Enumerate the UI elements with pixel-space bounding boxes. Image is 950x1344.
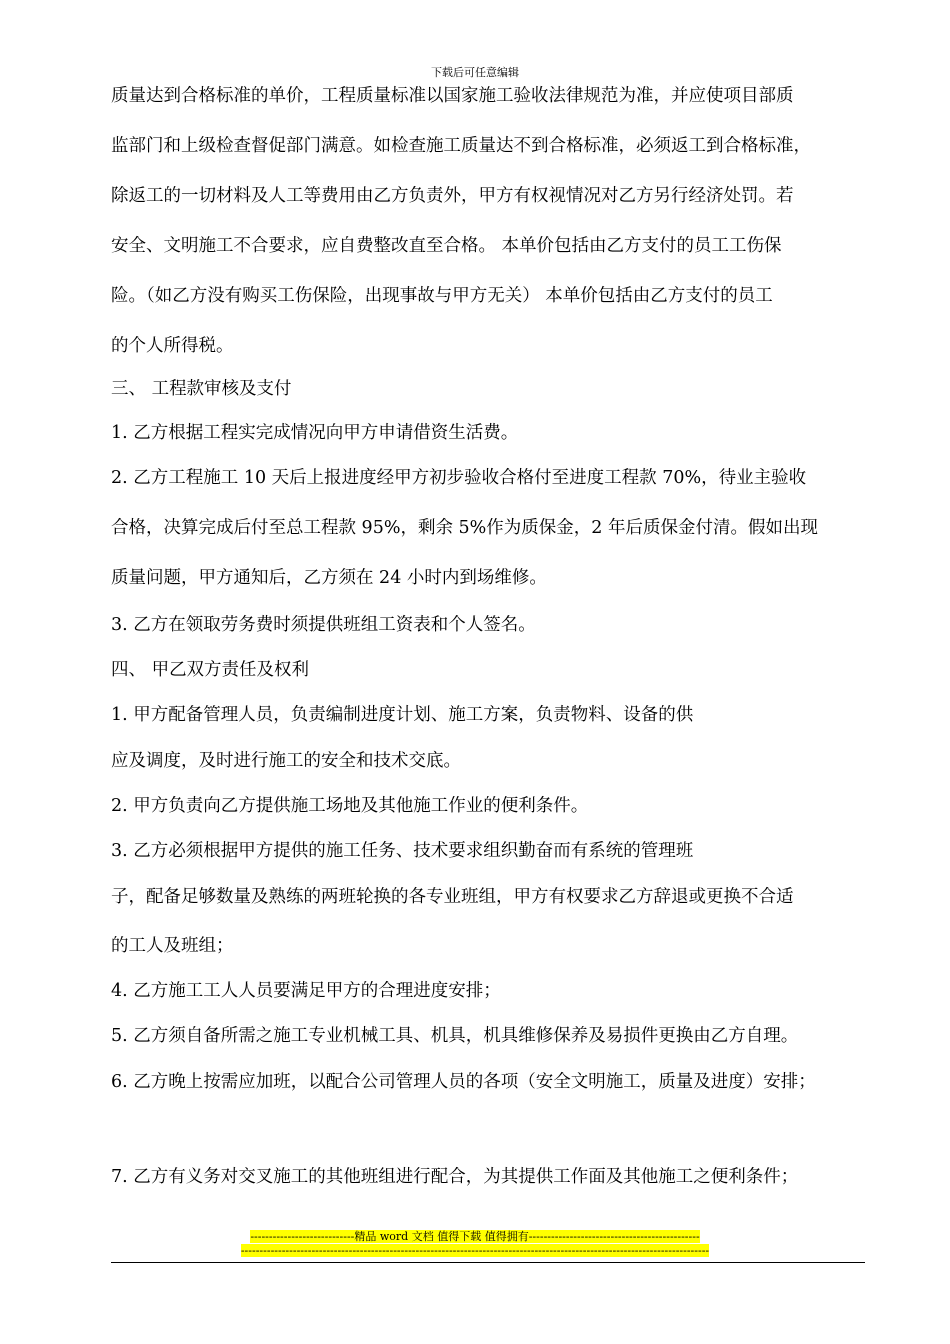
body-line: 除返工的一切材料及人工等费用由乙方负责外，甲方有权视情况对乙方另行经济处罚。若: [111, 186, 794, 206]
section-heading: 四、 甲乙双方责任及权利: [111, 660, 310, 680]
body-line: 4. 乙方施工工人人员要满足甲方的合理进度安排；: [111, 981, 501, 1001]
body-line: 质量达到合格标准的单价，工程质量标准以国家施工验收法律规范为准，并应使项目部质: [111, 86, 794, 106]
body-line: 安全、文明施工不合要求，应自费整改直至合格。 本单价包括由乙方支付的员工工伤保: [111, 236, 782, 256]
footer-dash-text: ------------------------------------------------------------------------------------------------------------------------------: [240, 1244, 710, 1257]
body-line: 质量问题，甲方通知后，乙方须在 24 小时内到场维修。: [111, 568, 547, 588]
body-line: 监部门和上级检查督促部门满意。如检查施工质量达不到合格标准，必须返工到合格标准，: [111, 136, 811, 156]
body-line: 1. 乙方根据工程实完成情况向甲方申请借资生活费。: [111, 423, 519, 443]
body-line: 应及调度，及时进行施工的安全和技术交底。: [111, 751, 461, 771]
body-line: 的工人及班组；: [111, 936, 234, 956]
section-heading: 三、 工程款审核及支付: [111, 379, 292, 399]
body-line: 1. 甲方配备管理人员，负责编制进度计划、施工方案，负责物料、设备的供: [111, 705, 694, 725]
footer-banner: [0, 1230, 950, 1243]
body-line: 合格，决算完成后付至总工程款 95%，剩余 5%作为质保金，2 年后质保金付清。假如出现: [111, 518, 818, 538]
body-line: 5. 乙方须自备所需之施工专业机械工具、机具，机具维修保养及易损件更换由乙方自理。: [111, 1026, 799, 1046]
body-line: 2. 乙方工程施工 10 天后上报进度经甲方初步验收合格付至进度工程款 70%，待业主验收: [111, 468, 807, 488]
body-line: 2. 甲方负责向乙方提供施工场地及其他施工作业的便利条件。: [111, 796, 589, 816]
footer-rule: [111, 1262, 865, 1263]
body-line: 的个人所得税。: [111, 336, 234, 356]
page-header: 下载后可任意编辑: [431, 66, 519, 79]
body-line: 7. 乙方有义务对交叉施工的其他班组进行配合，为其提供工作面及其他施工之便利条件；: [111, 1167, 799, 1187]
body-line: 3. 乙方在领取劳务费时须提供班组工资表和个人签名。: [111, 615, 536, 635]
footer-dash-band: [0, 1244, 950, 1257]
body-line: 3. 乙方必须根据甲方提供的施工任务、技术要求组织勤奋而有系统的管理班: [111, 841, 694, 861]
body-line: 6. 乙方晚上按需应加班，以配合公司管理人员的各项（安全文明施工，质量及进度）安排；: [111, 1072, 816, 1092]
body-line: 险。（如乙方没有购买工伤保险，出现事故与甲方无关） 本单价包括由乙方支付的员工: [111, 286, 773, 306]
footer-banner-text: ----------------------------精品 word 文档 值得下载 值得拥有----------------------------------------------: [250, 1230, 700, 1243]
body-line: 子，配备足够数量及熟练的两班轮换的各专业班组，甲方有权要求乙方辞退或更换不合适: [111, 887, 794, 907]
